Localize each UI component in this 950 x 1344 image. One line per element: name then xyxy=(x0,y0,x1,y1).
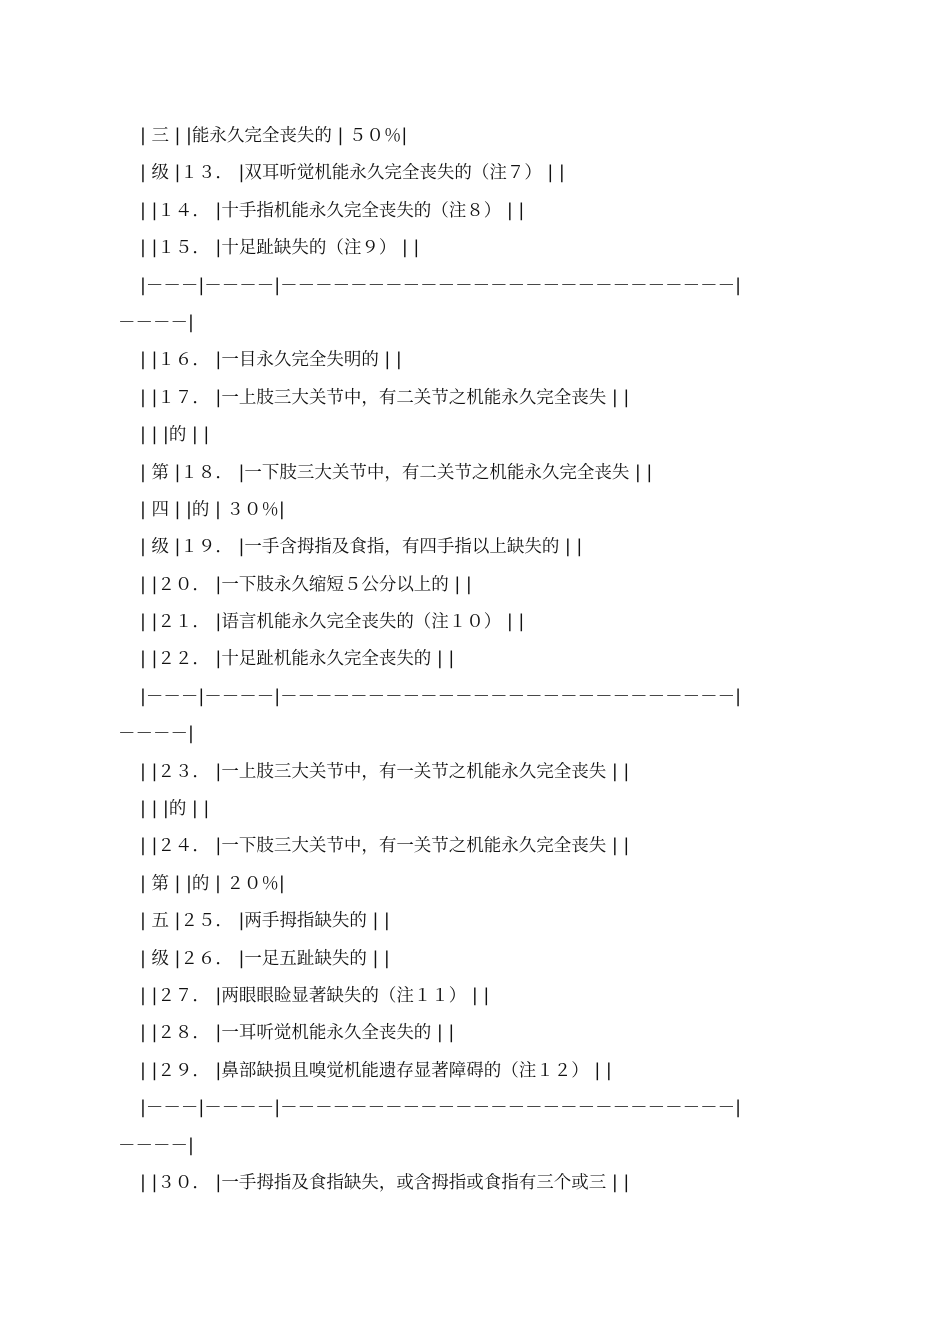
text-line: －－－－| xyxy=(118,724,194,745)
text-line: | |２０． |一下肢永久缩短５公分以上的 | | xyxy=(140,574,472,595)
text-line: | 四 | |的 | ３０％| xyxy=(140,499,285,520)
text-line: | |１４． |十手指机能永久完全丧失的（注８） | | xyxy=(140,200,525,221)
text-line: | |１５． |十足趾缺失的（注９） | | xyxy=(140,238,420,259)
text-line: |－－－|－－－－|－－－－－－－－－－－－－－－－－－－－－－－－－－| xyxy=(140,1098,742,1119)
text-line: | 第 |１８． |一下肢三大关节中，有二关节之机能永久完全丧失 | | xyxy=(140,462,653,483)
text-line: | 级 |２６． |一足五趾缺失的 | | xyxy=(140,948,390,969)
text-line: |－－－|－－－－|－－－－－－－－－－－－－－－－－－－－－－－－－－| xyxy=(140,275,742,296)
text-line: | | |的 | | xyxy=(140,425,210,446)
text-line: | |２８． |一耳听觉机能永久全丧失的 | | xyxy=(140,1023,455,1044)
text-line: －－－－| xyxy=(118,1135,194,1156)
text-line: | |２１． |语言机能永久完全丧失的（注１０） | | xyxy=(140,612,525,633)
text-line: | |２７． |两眼眼睑显著缺失的（注１１） | | xyxy=(140,985,490,1006)
text-line: | |２９． |鼻部缺损且嗅觉机能遗存显著障碍的（注１２） | | xyxy=(140,1060,612,1081)
text-line: | 级 |１３． |双耳听觉机能永久完全丧失的（注７） | | xyxy=(140,163,565,184)
text-line: | |２３． |一上肢三大关节中，有一关节之机能永久完全丧失 | | xyxy=(140,761,630,782)
text-line: | 级 |１９． |一手含拇指及食指，有四手指以上缺失的 | | xyxy=(140,537,583,558)
text-line: | 五 |２５． |两手拇指缺失的 | | xyxy=(140,911,390,932)
document-body xyxy=(0,118,950,1202)
text-line: | |１６． |一目永久完全失明的 | | xyxy=(140,350,402,371)
text-line: | |２４． |一下肢三大关节中，有一关节之机能永久完全丧失 | | xyxy=(140,836,630,857)
text-line: | 第 | |的 | ２０％| xyxy=(140,873,285,894)
text-line: | |１７． |一上肢三大关节中，有二关节之机能永久完全丧失 | | xyxy=(140,387,630,408)
text-line: －－－－| xyxy=(118,312,194,333)
text-line: | |３０． |一手拇指及食指缺失，或含拇指或食指有三个或三 | | xyxy=(140,1172,630,1193)
text-line: |－－－|－－－－|－－－－－－－－－－－－－－－－－－－－－－－－－－| xyxy=(140,686,742,707)
text-line: | 三 | |能永久完全丧失的 | ５０％| xyxy=(140,126,408,146)
text-line: | | |的 | | xyxy=(140,799,210,820)
text-line: | |２２． |十足趾机能永久完全丧失的 | | xyxy=(140,649,455,670)
